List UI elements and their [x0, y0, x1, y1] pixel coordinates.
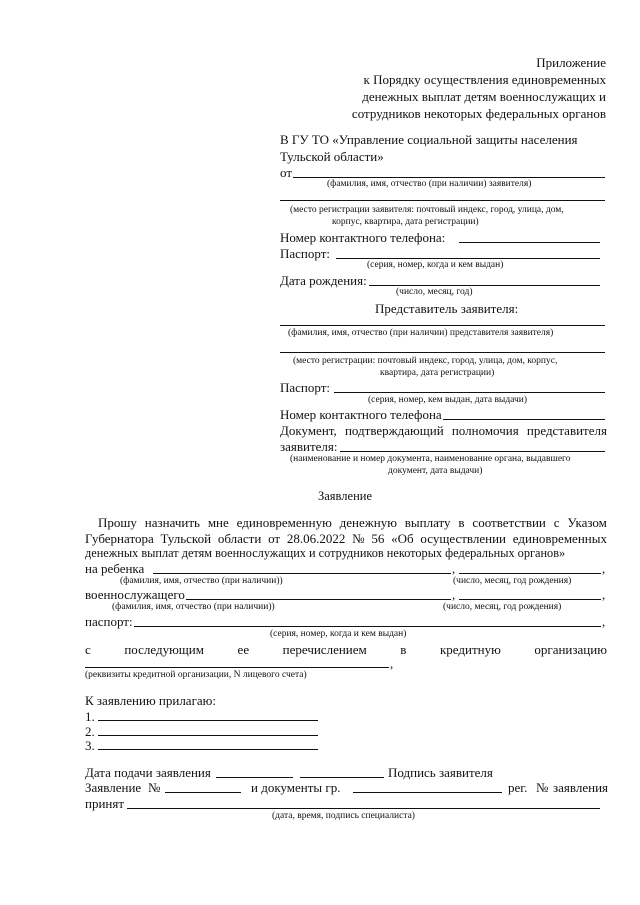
reg-number-sign: №	[536, 780, 549, 795]
phone-label: Номер контактного телефона:	[280, 230, 446, 245]
rep-document-field[interactable]	[340, 451, 605, 452]
documents-label: и документы гр.	[251, 780, 341, 795]
birth-field[interactable]	[369, 285, 600, 286]
submission-date-field[interactable]	[216, 777, 293, 778]
bank-details-field[interactable]	[85, 667, 389, 668]
comma: ,	[602, 561, 606, 576]
attachment-number: 2.	[85, 724, 95, 739]
rep-phone-label: Номер контактного телефона	[280, 407, 442, 422]
phone-field[interactable]	[459, 242, 600, 243]
rep-registration-hint: (место регистрации: почтовый индекс, город, улица, дом, корпус,	[293, 356, 558, 366]
bank-line: с последующим ее перечислением в кредитную организацию	[85, 642, 607, 657]
statement-paragraph-line: денежных выплат детям военнослужащих и сотрудников некоторых федеральных органов»	[85, 546, 566, 560]
statement-number-label: Заявление	[85, 780, 142, 795]
statement-title: Заявление	[318, 489, 373, 503]
rep-document-hint: документ, дата выдачи)	[388, 466, 483, 476]
rep-document-hint: (наименование и номер документа, наименование органа, выдавшего	[290, 454, 571, 464]
child-fio-field[interactable]	[153, 573, 451, 574]
bank-hint: (реквизиты кредитной организации, N лицевого счета)	[85, 670, 307, 680]
rep-registration-field[interactable]	[280, 352, 605, 353]
statement-passport-field[interactable]	[134, 626, 601, 627]
rep-passport-hint: (серия, номер, кем выдан, дата выдачи)	[368, 395, 528, 405]
registration-hint: корпус, квартира, дата регистрации)	[332, 217, 479, 227]
comma: ,	[602, 587, 606, 602]
serviceman-date-hint: (число, месяц, год рождения)	[443, 602, 562, 612]
rep-fio-hint: (фамилия, имя, отчество (при наличии) представителя заявителя)	[288, 328, 554, 338]
appendix-line: денежных выплат детям военнослужащих и	[362, 89, 606, 104]
comma: ,	[452, 561, 456, 576]
appendix-line: к Порядку осуществления единовременных	[363, 72, 606, 87]
attachment-field[interactable]	[98, 720, 318, 721]
from-hint: (фамилия, имя, отчество (при наличии) заявителя)	[327, 179, 532, 189]
addressee-line: В ГУ ТО «Управление социальной защиты населения	[280, 132, 578, 147]
applicant-signature-field[interactable]	[300, 777, 384, 778]
rep-registration-hint: квартира, дата регистрации)	[380, 368, 495, 378]
number-sign: №	[148, 780, 161, 795]
child-fio-hint: (фамилия, имя, отчество (при наличии))	[120, 576, 283, 586]
rep-phone-field[interactable]	[443, 419, 605, 420]
specialist-hint: (дата, время, подпись специалиста)	[272, 811, 415, 821]
rep-passport-field[interactable]	[334, 392, 605, 393]
from-label: от	[280, 165, 293, 180]
attachment-field[interactable]	[98, 749, 318, 750]
statement-number-field[interactable]	[165, 792, 241, 793]
attachment-number: 3.	[85, 738, 95, 753]
submission-date-label: Дата подачи заявления	[85, 765, 211, 780]
statement-paragraph-line: Губернатора Тульской области от 28.06.2022 № 56 «Об осуществлении единовременных	[85, 531, 607, 546]
accepted-label: принят	[85, 796, 125, 811]
registration-field[interactable]	[280, 200, 605, 201]
signature-label: Подпись заявителя	[388, 765, 493, 780]
reg-word: заявления	[553, 780, 609, 795]
comma: ,	[390, 656, 394, 671]
birth-label: Дата рождения:	[280, 273, 367, 288]
serviceman-fio-field[interactable]	[186, 599, 451, 600]
comma: ,	[602, 614, 606, 629]
specialist-field[interactable]	[127, 808, 600, 809]
child-label: на ребенка	[85, 561, 145, 576]
rep-fio-field[interactable]	[280, 325, 605, 326]
representative-heading: Представитель заявителя:	[375, 301, 519, 316]
passport-label: Паспорт:	[280, 246, 331, 261]
serviceman-label: военнослужащего	[85, 587, 185, 602]
passport-hint: (серия, номер, когда и кем выдан)	[367, 260, 504, 270]
statement-paragraph-line: Прошу назначить мне единовременную денежную выплату в соответствии с Указом	[98, 515, 607, 530]
serviceman-birthdate-field[interactable]	[459, 599, 601, 600]
registration-hint: (место регистрации заявителя: почтовый индекс, город, улица, дом,	[290, 205, 564, 215]
birth-hint: (число, месяц, год)	[396, 287, 473, 297]
attachments-heading: К заявлению прилагаю:	[85, 693, 217, 708]
addressee-line: Тульской области»	[280, 149, 384, 164]
statement-passport-hint: (серия, номер, когда и кем выдан)	[270, 629, 407, 639]
attachment-number: 1.	[85, 709, 95, 724]
serviceman-fio-hint: (фамилия, имя, отчество (при наличии))	[112, 602, 275, 612]
rep-document-label2: заявителя:	[280, 439, 338, 454]
attachment-field[interactable]	[98, 735, 318, 736]
citizen-name-field[interactable]	[353, 792, 502, 793]
rep-document-label: Документ, подтверждающий полномочия представителя	[280, 423, 607, 438]
reg-label: рег.	[508, 780, 528, 795]
appendix-title: Приложение	[536, 55, 606, 70]
child-date-hint: (число, месяц, год рождения)	[453, 576, 572, 586]
child-birthdate-field[interactable]	[459, 573, 601, 574]
from-field[interactable]	[293, 177, 605, 178]
appendix-line: сотрудников некоторых федеральных органов	[351, 106, 606, 121]
statement-passport-label: паспорт:	[85, 614, 133, 629]
passport-field[interactable]	[336, 258, 600, 259]
comma: ,	[452, 587, 456, 602]
rep-passport-label: Паспорт:	[280, 380, 331, 395]
